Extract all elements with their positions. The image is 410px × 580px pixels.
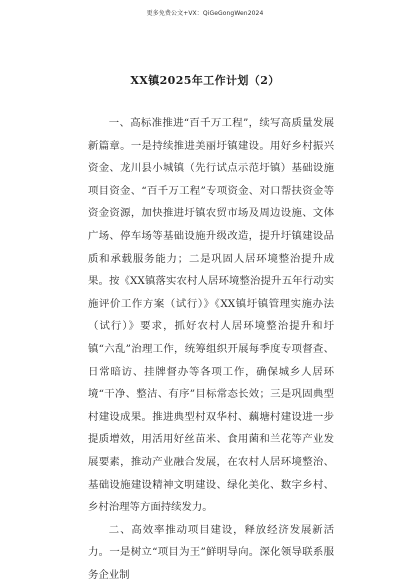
header-note: 更多免费公文+VX：QiGeGongWen2024 [146,10,264,17]
paragraph-1: 一、高标准推进“百千万工程”，续写高质量发展新篇章。一是持续推进美丽圩镇建设。用好乡村振兴资金、龙川县小城镇（先行试点示范圩镇）基础设施项目资金、“百千万工程”专项资金、对口帮扶资金等资金资源，加快推进圩镇农贸市场及周边设施、文体广场、停车场等基础设施升级改造，提升圩镇建设品质和承载服务能力；二是巩固人居环境整治提升成果。按《XX镇落实农村人居环境整治提升五年行动实施评价工作方案（试行）》《XX镇圩镇管理实施办法（试行）》要求，抓好农村人居环境整治提升和圩镇“六乱”治理工作，统筹组织开展每季度专项督查、日常暗访、挂牌督办等各项工作，确保城乡人居环境“干净、整洁、有序”目标常态长效；三是巩固典型村建设成果。推进典型村双华村、藕塘村建设进一步提质增效，用活用好丝苗米、食用菌和兰花等产业发展要素，推动产业融合发展，在农村人居环境整治、基础设施建设精神文明建设、绿化美化、数字乡村、乡村治理等方面持续发力。 [88,117,334,514]
document-body [88,112,334,580]
document-title: XX镇2025年工作计划（2） [130,74,280,87]
paragraph-2: 二、高效率推动项目建设，释放经济发展新活力。一是树立“项目为王”鲜明导向。深化领导联系服务企业制 [88,523,334,580]
